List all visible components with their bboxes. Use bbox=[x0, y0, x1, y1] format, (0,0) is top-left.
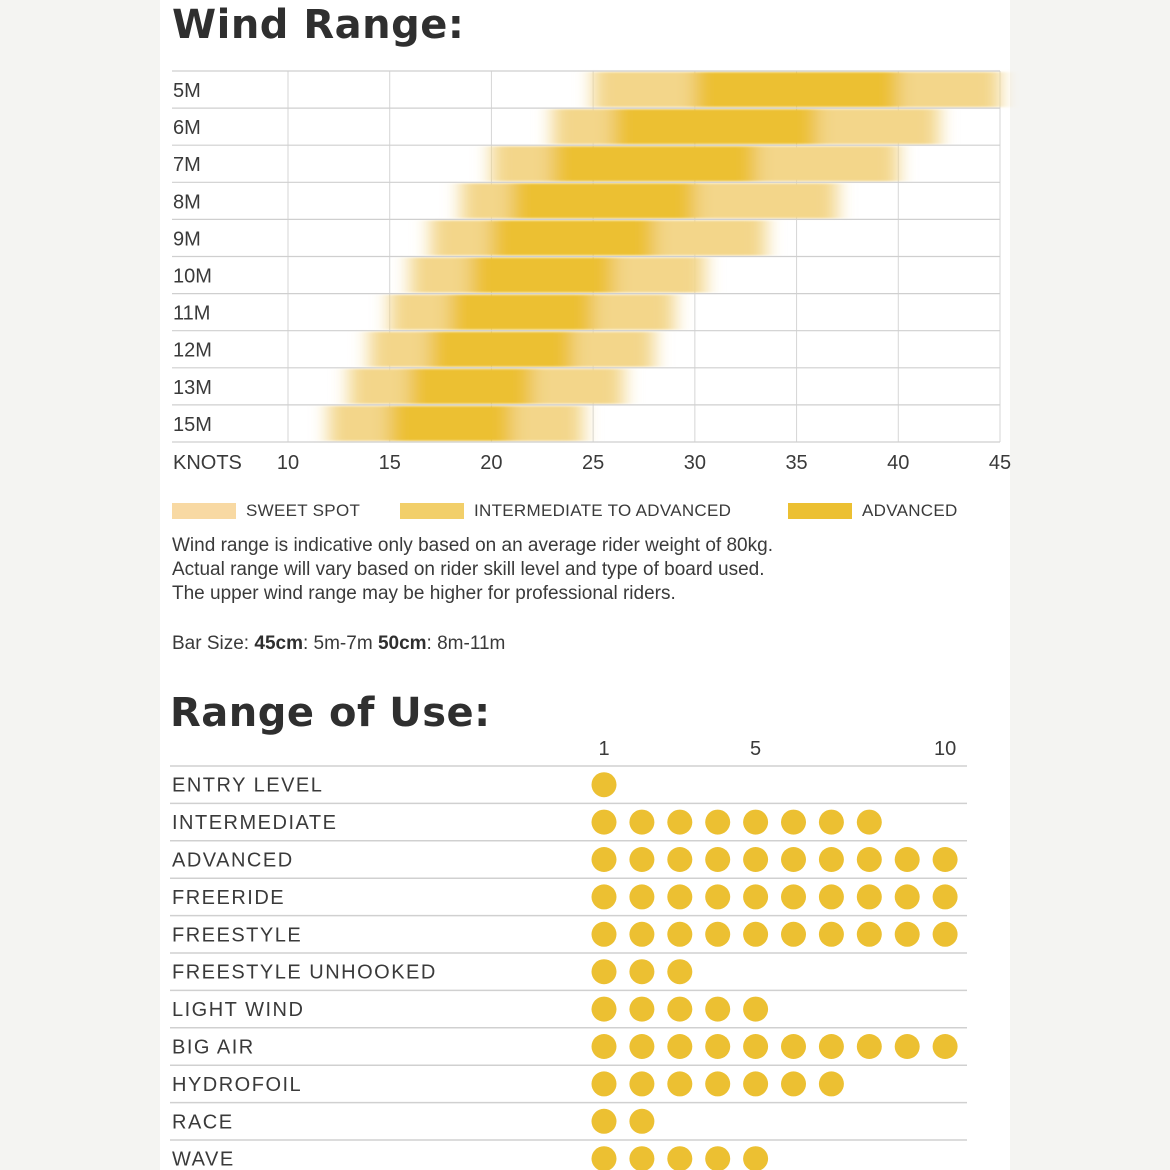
rating-dot bbox=[667, 1034, 692, 1059]
use-row-label: FREESTYLE bbox=[172, 924, 303, 947]
advanced-bar-6m bbox=[613, 109, 816, 144]
rating-dot bbox=[705, 810, 730, 835]
x-tick-label: 30 bbox=[683, 452, 706, 474]
legend-swatch-advanced bbox=[788, 503, 852, 519]
rating-dot bbox=[629, 1109, 654, 1134]
use-row-label: ADVANCED bbox=[172, 849, 294, 872]
rating-dot bbox=[857, 884, 882, 909]
advanced-bar-10m bbox=[471, 258, 613, 293]
x-axis-label: KNOTS bbox=[173, 452, 242, 474]
rating-dot bbox=[592, 959, 617, 984]
rating-dot bbox=[629, 847, 654, 872]
bar-size-label: Bar Size: bbox=[172, 633, 250, 654]
row-label: 9M bbox=[173, 228, 201, 251]
bar-size-2: 50cm bbox=[377, 633, 427, 654]
rating-dot bbox=[592, 1034, 617, 1059]
note-line: Wind range is indicative only based on an average rider weight of 80kg. bbox=[172, 535, 773, 556]
rating-dot bbox=[933, 922, 958, 947]
row-label: 7M bbox=[173, 154, 201, 177]
rating-dot bbox=[629, 959, 654, 984]
use-row-label: FREESTYLE UNHOOKED bbox=[172, 961, 437, 984]
x-tick-label: 45 bbox=[988, 452, 1012, 474]
rating-dot bbox=[629, 1146, 654, 1170]
bar-range-1: : 5m-7m bbox=[302, 633, 378, 654]
legend-label-intermediate: INTERMEDIATE TO ADVANCED bbox=[474, 501, 732, 520]
rating-dot bbox=[705, 1071, 730, 1096]
range-of-use-title: Range of Use: bbox=[170, 690, 491, 736]
rating-dot bbox=[743, 922, 768, 947]
rating-dot bbox=[857, 847, 882, 872]
x-tick-label: 10 bbox=[276, 452, 300, 474]
rating-dot bbox=[667, 922, 692, 947]
rating-dot bbox=[819, 1071, 844, 1096]
rating-dot bbox=[743, 884, 768, 909]
rating-dot bbox=[933, 1034, 958, 1059]
rating-dot bbox=[592, 1071, 617, 1096]
wind-range-title: Wind Range: bbox=[172, 2, 465, 48]
advanced-bar-13m bbox=[410, 369, 532, 404]
rating-dot bbox=[743, 997, 768, 1022]
note-line: The upper wind range may be higher for professional riders. bbox=[172, 583, 676, 604]
rating-dot bbox=[629, 997, 654, 1022]
legend-label-advanced: ADVANCED bbox=[862, 501, 958, 520]
advanced-bar-12m bbox=[430, 332, 572, 367]
scale-tick-label: 10 bbox=[933, 738, 957, 760]
rating-dot bbox=[705, 1034, 730, 1059]
note-line: Actual range will vary based on rider skill level and type of board used. bbox=[172, 559, 765, 580]
rating-dot bbox=[895, 922, 920, 947]
rating-dot bbox=[667, 959, 692, 984]
rating-dot bbox=[781, 884, 806, 909]
rating-dot bbox=[705, 997, 730, 1022]
rating-dot bbox=[743, 810, 768, 835]
rating-dot bbox=[629, 810, 654, 835]
row-label: 6M bbox=[173, 117, 201, 140]
rating-dot bbox=[781, 1071, 806, 1096]
rating-dot bbox=[781, 1034, 806, 1059]
rating-dot bbox=[781, 847, 806, 872]
bar-range-2: : 8m-11m bbox=[426, 633, 506, 654]
row-label: 10M bbox=[173, 265, 212, 288]
rating-dot bbox=[819, 884, 844, 909]
rating-dot bbox=[933, 884, 958, 909]
rating-dot bbox=[667, 997, 692, 1022]
legend-sweet-spot bbox=[172, 500, 360, 522]
use-row-label: LIGHT WIND bbox=[172, 999, 305, 1022]
x-tick-label: 35 bbox=[785, 452, 808, 474]
rating-dot bbox=[592, 1146, 617, 1170]
bar-size-note bbox=[172, 632, 505, 656]
use-row-label: INTERMEDIATE bbox=[172, 812, 338, 835]
x-tick-label: 25 bbox=[582, 452, 605, 474]
rating-dot bbox=[592, 884, 617, 909]
x-tick-label: 15 bbox=[378, 452, 401, 474]
range-of-use-chart bbox=[160, 730, 1020, 1170]
rating-dot bbox=[857, 922, 882, 947]
legend-intermediate bbox=[400, 500, 731, 522]
legend-swatch-sweet-spot bbox=[172, 503, 236, 519]
rating-dot bbox=[743, 847, 768, 872]
legend-advanced bbox=[788, 500, 958, 522]
scale-tick-label: 1 bbox=[598, 738, 610, 760]
rating-dot bbox=[667, 1071, 692, 1096]
rating-dot bbox=[743, 1146, 768, 1170]
rating-dot bbox=[705, 847, 730, 872]
row-label: 15M bbox=[173, 413, 212, 436]
row-label: 8M bbox=[173, 191, 201, 214]
advanced-bar-8m bbox=[512, 183, 695, 218]
use-row-label: WAVE bbox=[172, 1148, 235, 1170]
rating-dot bbox=[819, 847, 844, 872]
rating-dot bbox=[819, 1034, 844, 1059]
x-tick-label: 40 bbox=[887, 452, 910, 474]
rating-dot bbox=[592, 997, 617, 1022]
row-label: 11M bbox=[173, 302, 211, 325]
use-row-label: RACE bbox=[172, 1111, 234, 1134]
rating-dot bbox=[743, 1034, 768, 1059]
rating-dot bbox=[705, 884, 730, 909]
row-label: 13M bbox=[173, 376, 212, 399]
advanced-bar-9m bbox=[491, 220, 654, 255]
rating-dot bbox=[667, 847, 692, 872]
row-label: 12M bbox=[173, 339, 212, 362]
use-row-label: HYDROFOIL bbox=[172, 1073, 303, 1096]
rating-dot bbox=[667, 810, 692, 835]
legend-swatch-intermediate bbox=[400, 503, 464, 519]
rating-dot bbox=[781, 810, 806, 835]
rating-dot bbox=[592, 1109, 617, 1134]
use-row-label: FREERIDE bbox=[172, 886, 286, 909]
rating-dot bbox=[781, 922, 806, 947]
rating-dot bbox=[933, 847, 958, 872]
advanced-bar-15m bbox=[390, 406, 512, 441]
rating-dot bbox=[895, 847, 920, 872]
rating-dot bbox=[819, 922, 844, 947]
rating-dot bbox=[592, 922, 617, 947]
advanced-bar-11m bbox=[451, 295, 593, 330]
use-row-label: BIG AIR bbox=[172, 1036, 255, 1059]
rating-dot bbox=[592, 772, 617, 797]
rating-dot bbox=[857, 1034, 882, 1059]
rating-dot bbox=[629, 1071, 654, 1096]
rating-dot bbox=[667, 884, 692, 909]
row-label: 5M bbox=[173, 80, 201, 102]
rating-dot bbox=[705, 922, 730, 947]
rating-dot bbox=[592, 847, 617, 872]
rating-dot bbox=[592, 810, 617, 835]
rating-dot bbox=[705, 1146, 730, 1170]
rating-dot bbox=[629, 884, 654, 909]
x-tick-label: 20 bbox=[480, 452, 503, 474]
rating-dot bbox=[629, 922, 654, 947]
advanced-bar-7m bbox=[552, 146, 755, 181]
advanced-bar-5m bbox=[695, 72, 898, 107]
wind-range-notes bbox=[172, 534, 932, 606]
rating-dot bbox=[895, 1034, 920, 1059]
rating-dot bbox=[629, 1034, 654, 1059]
use-row-label: ENTRY LEVEL bbox=[172, 774, 324, 797]
rating-dot bbox=[819, 810, 844, 835]
bar-size-1: 45cm bbox=[254, 633, 303, 654]
rating-dot bbox=[857, 810, 882, 835]
wind-range-chart bbox=[160, 60, 1020, 480]
scale-tick-label: 5 bbox=[750, 738, 762, 760]
rating-dot bbox=[743, 1071, 768, 1096]
rating-dot bbox=[895, 884, 920, 909]
legend-label-sweet-spot: SWEET SPOT bbox=[246, 501, 361, 520]
rating-dot bbox=[667, 1146, 692, 1170]
